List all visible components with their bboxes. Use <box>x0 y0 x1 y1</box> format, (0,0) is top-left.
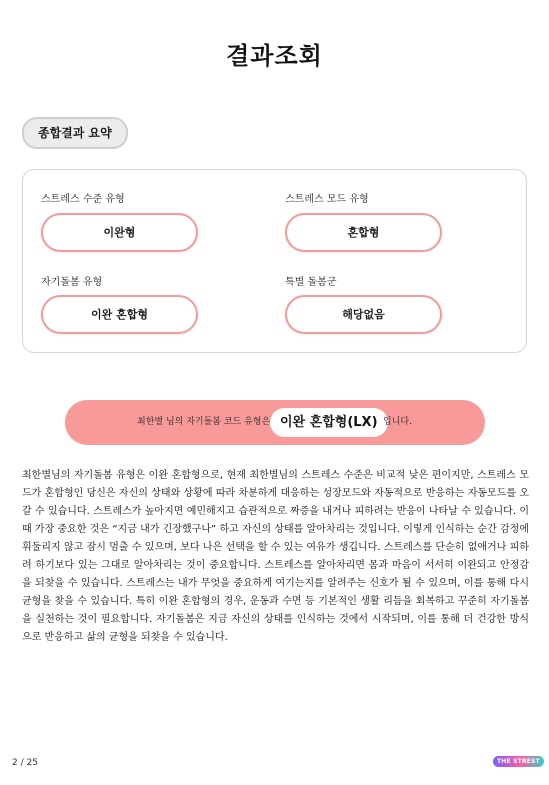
self-care-code-banner <box>65 400 485 445</box>
code-value-badge: 이완 혼합형(LX) <box>270 408 388 437</box>
special-care-value: 해당없음 <box>285 295 442 334</box>
stress-level-value: 이완형 <box>41 213 198 252</box>
code-prefix: 최한별 님의 자기돌봄 코드 유형은 <box>137 417 271 427</box>
stress-mode-label: 스트레스 모드 유형 <box>285 194 369 205</box>
brand-logo: THE STREST <box>493 756 544 767</box>
section-title-summary: 종합결과 요약 <box>22 117 128 149</box>
stress-mode-value: 혼합형 <box>285 213 442 252</box>
stress-level-label: 스트레스 수준 유형 <box>41 194 125 205</box>
page-number: 2 / 25 <box>12 758 38 768</box>
result-description: 최한별님의 자기돌봄 유형은 이완 혼합형으로, 현재 최한별님의 스트레스 수준은 비교적 낮은 편이지만, 스트레스 모드가 혼합형인 당신은 자신의 상태와 상황에 따라 차분하게 대응하는 성장모드와 자동적으로 반응하는 자동모드를 오갈 수 있습니다. 스트레스가 높아지면 예민해지고 습관적으로 짜증을 내거나 피하려는 반응이 나타날 수 있습니다. 이때 가장 중요한 것은 “지금 내가 긴장했구나” 하고 자신의 상태를 알아차리는 것입니다. 이렇게 인식하는 순간 감정에 휘둘리지 않고 잠시 멈출 수 있으며, 보다 나은 선택을 할 수 있는 여유가 생깁니다. 스트레스를 단순히 없애거나 피하려 하기보다 있는 그대로 알아차리는 것이 중요합니다. 스트레스를 알아차리면 몸과 마음이 서서히 이완되고 안정감을 되찾을 수 있습니다. 스트레스는 내가 무엇을 중요하게 여기는지를 알려주는 신호가 될 수 있으며, 이를 통해 다시 균형을 찾을 수 있습니다. 특히 이완 혼합형의 경우, 운동과 수면 등 기본적인 생활 리듬을 회복하고 꾸준히 자기돌봄을 실천하는 것이 필요합니다. 자기돌봄은 지금 자신의 상태를 인식하는 것에서 시작되며, 이를 통해 더 건강한 방식으로 반응하고 삶의 균형을 되찾을 수 있습니다. <box>22 470 529 643</box>
summary-card <box>22 169 527 353</box>
self-care-value: 이완 혼합형 <box>41 295 198 334</box>
self-care-label: 자기돌봄 유형 <box>41 277 103 288</box>
page-title: 결과조회 <box>226 42 323 70</box>
code-suffix: 입니다. <box>383 417 412 427</box>
special-care-label: 특별 돌봄군 <box>285 277 337 288</box>
